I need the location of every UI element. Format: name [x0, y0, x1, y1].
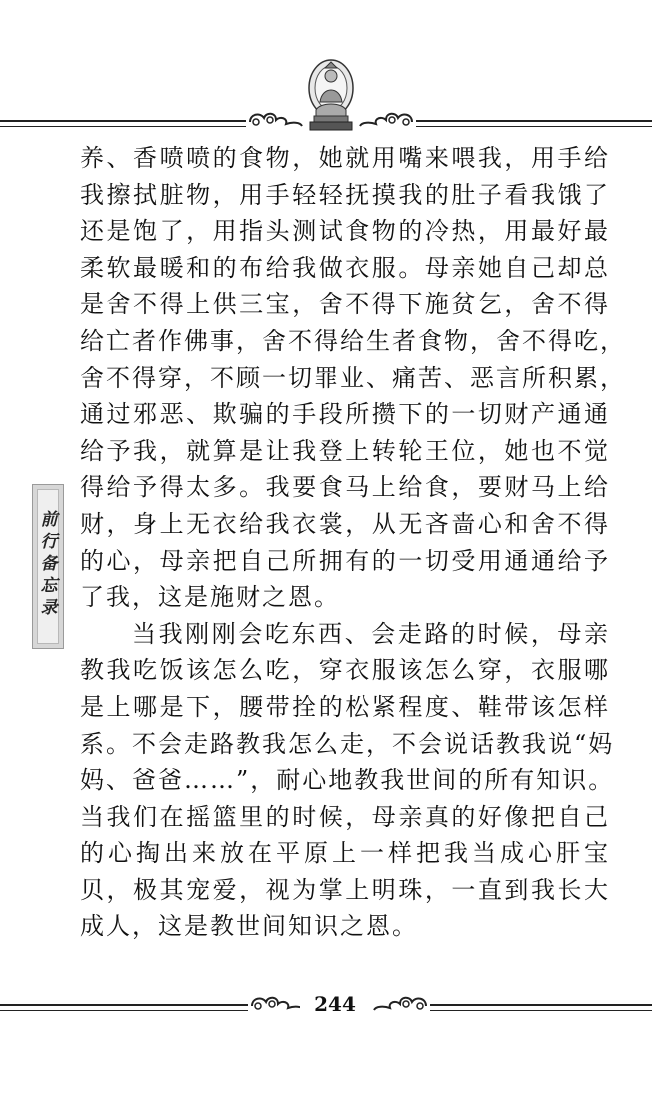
cloud-ornament-icon: [246, 108, 306, 132]
text-line: 给予我，就算是让我登上转轮王位，她也不觉: [80, 436, 610, 465]
text-line: 得给予得太多。我要食马上给食，要财马上给: [80, 473, 610, 502]
text-line: 系。不会走路教我怎么走，不会说话教我说“妈: [80, 729, 615, 758]
text-line: 贝，极其宠爱，视为掌上明珠，一直到我长大: [80, 875, 610, 904]
text-line: 教我吃饭该怎么吃，穿衣服该怎么穿，衣服哪: [80, 656, 610, 685]
text-line: 还是饱了，用指头测试食物的冷热，用最好最: [80, 217, 610, 246]
text-line: 的心，母亲把自己所拥有的一切受用通通给予: [80, 546, 610, 575]
text-line: 我擦拭脏物，用手轻轻抚摸我的肚子看我饿了: [80, 180, 610, 209]
text-line: 是上哪是下，腰带拴的松紧程度、鞋带该怎样: [80, 692, 610, 721]
text-line: 当我们在摇篮里的时候，母亲真的好像把自己: [80, 802, 610, 831]
side-tab-label: 前行备忘录: [40, 510, 58, 618]
text-line: 是舍不得上供三宝，舍不得下施贫乞，舍不得: [80, 290, 610, 319]
body-text: [80, 140, 626, 945]
deity-figure-icon: [306, 58, 356, 132]
text-line: 通过邪恶、欺骗的手段所攒下的一切财产通通: [80, 400, 610, 429]
text-line: 成人，这是教世间知识之恩。: [80, 912, 418, 941]
text-line: 柔软最暖和的布给我做衣服。母亲她自己却总: [80, 253, 610, 282]
page-number: 244: [314, 992, 356, 1016]
text-line: 舍不得穿，不顾一切罪业、痛苦、恶言所积累，: [80, 363, 626, 392]
text-line: 当我刚刚会吃东西、会走路的时候，母亲: [132, 619, 610, 648]
text-line: 的心掏出来放在平原上一样把我当成心肝宝: [80, 839, 610, 868]
text-line: 财，身上无衣给我衣裳，从无吝啬心和舍不得: [80, 509, 610, 538]
cloud-ornament-icon: [356, 108, 416, 132]
text-line: 给亡者作佛事，舍不得给生者食物，舍不得吃，: [80, 326, 626, 355]
text-line: 了我，这是施财之恩。: [80, 583, 340, 612]
text-line: 养、香喷喷的食物，她就用嘴来喂我，用手给: [80, 144, 610, 172]
cloud-ornament-icon: [248, 992, 308, 1016]
text-line: 妈、爸爸……”，耐心地教我世间的所有知识。: [80, 766, 615, 795]
side-tab: [32, 484, 64, 649]
page-number-box: [300, 990, 370, 1018]
cloud-ornament-icon: [370, 992, 430, 1016]
